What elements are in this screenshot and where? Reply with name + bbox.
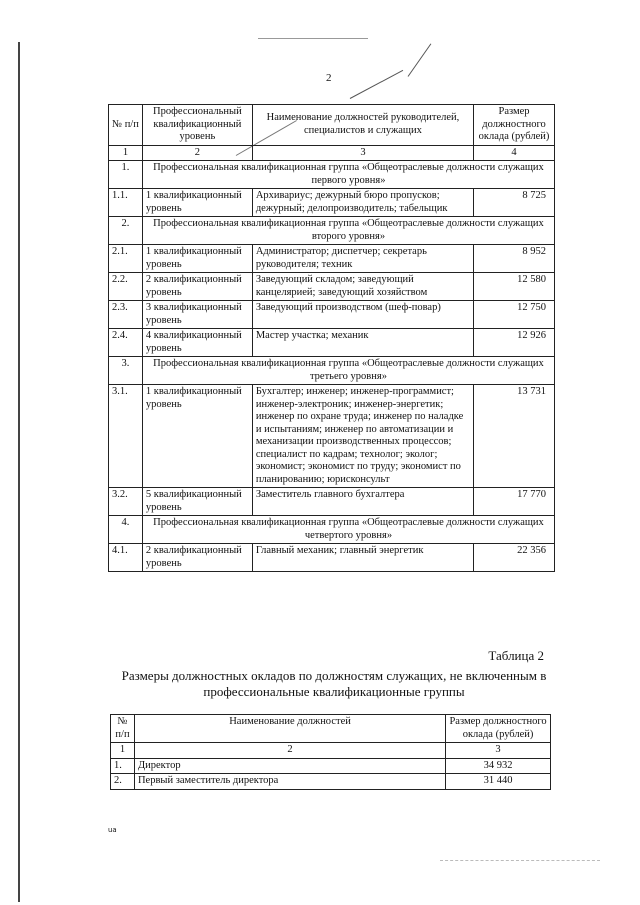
index-cell: 1: [111, 743, 135, 759]
group-num: 2.: [109, 217, 143, 245]
row-level: 1 квалификационный уровень: [142, 189, 252, 217]
row-num: 2.3.: [109, 301, 143, 329]
row-salary: 8 725: [474, 189, 555, 217]
row-positions: Главный механик; главный энергетик: [252, 544, 473, 572]
group-title: Профессиональная квалификационная группа «Общеотраслевые должности служащих четвертого уровня»: [142, 516, 554, 544]
group-row: [109, 516, 555, 544]
table-row: [109, 245, 555, 273]
row-salary: 8 952: [474, 245, 555, 273]
table-row: [111, 758, 551, 774]
group-num: 1.: [109, 161, 143, 189]
table-header-row: [109, 105, 555, 146]
table-row: [111, 774, 551, 790]
table-row: [109, 488, 555, 516]
pen-stroke: [350, 70, 403, 99]
group-title: Профессиональная квалификационная группа «Общеотраслевые должности служащих третьего уровня»: [142, 357, 554, 385]
row-salary: 34 932: [446, 758, 551, 774]
index-cell: 3: [252, 145, 473, 161]
table-row: [109, 385, 555, 488]
row-num: 3.2.: [109, 488, 143, 516]
row-salary: 17 770: [474, 488, 555, 516]
scan-artifact-line: [440, 860, 600, 861]
table-header-row: [111, 715, 551, 743]
row-salary: 22 356: [474, 544, 555, 572]
row-level: 2 квалификационный уровень: [142, 544, 252, 572]
row-position: Первый заместитель директора: [134, 774, 445, 790]
header-positions: Наименование должностей руководителей, специалистов и служащих: [252, 105, 473, 146]
header-level: Профессиональный квалификационный уровень: [142, 105, 252, 146]
row-salary: 13 731: [474, 385, 555, 488]
table-row: [109, 329, 555, 357]
row-positions: Заведующий складом; заведующий канцелярией; заведующий хозяйством: [252, 273, 473, 301]
row-num: 1.: [111, 758, 135, 774]
row-positions: Администратор; диспетчер; секретарь руководителя; техник: [252, 245, 473, 273]
index-cell: 1: [109, 145, 143, 161]
group-row: [109, 217, 555, 245]
table-row: [109, 273, 555, 301]
row-positions: Заведующий производством (шеф-повар): [252, 301, 473, 329]
table-row: [109, 544, 555, 572]
index-cell: 2: [142, 145, 252, 161]
scan-edge-line: [18, 42, 20, 902]
row-positions: Мастер участка; механик: [252, 329, 473, 357]
header-position: Наименование должностей: [134, 715, 445, 743]
row-salary: 12 580: [474, 273, 555, 301]
index-cell: 2: [134, 743, 445, 759]
group-num: 4.: [109, 516, 143, 544]
header-num: № п/п: [109, 105, 143, 146]
index-row: [111, 743, 551, 759]
pen-stroke: [408, 43, 432, 76]
row-positions: Бухгалтер; инженер; инженер-программист; инженер-электроник; инженер-энергетик; инженер по охране труда; инженер по наладке и испытаниям; инженер по автоматизации и механизации производственных процессов; специалист по кадрам; технолог; эколог; экономист; экономист по труду; экономист по планированию; юрисконсульт: [252, 385, 473, 488]
row-level: 5 квалификационный уровень: [142, 488, 252, 516]
footer-mark: ua: [108, 826, 117, 834]
index-cell: 4: [474, 145, 555, 161]
index-cell: 3: [446, 743, 551, 759]
header-salary: Размер должностного оклада (рублей): [474, 105, 555, 146]
page-number: 2: [326, 72, 332, 84]
row-salary: 31 440: [446, 774, 551, 790]
row-level: 2 квалификационный уровень: [142, 273, 252, 301]
row-position: Директор: [134, 758, 445, 774]
row-num: 3.1.: [109, 385, 143, 488]
group-row: [109, 357, 555, 385]
row-positions: Архивариус; дежурный бюро пропусков; дежурный; делопроизводитель; табельщик: [252, 189, 473, 217]
row-positions: Заместитель главного бухгалтера: [252, 488, 473, 516]
row-salary: 12 750: [474, 301, 555, 329]
row-level: 1 квалификационный уровень: [142, 245, 252, 273]
group-row: [109, 161, 555, 189]
row-level: 4 квалификационный уровень: [142, 329, 252, 357]
row-num: 2.4.: [109, 329, 143, 357]
row-num: 4.1.: [109, 544, 143, 572]
group-num: 3.: [109, 357, 143, 385]
table-row: [109, 189, 555, 217]
row-num: 1.1.: [109, 189, 143, 217]
row-num: 2.1.: [109, 245, 143, 273]
salary-table-2: [110, 714, 551, 790]
salary-table-1: [108, 104, 555, 572]
row-num: 2.2.: [109, 273, 143, 301]
row-level: 3 квалификационный уровень: [142, 301, 252, 329]
row-num: 2.: [111, 774, 135, 790]
index-row: [109, 145, 555, 161]
table-row: [109, 301, 555, 329]
header-num: № п/п: [111, 715, 135, 743]
pen-stroke: [258, 38, 368, 39]
row-salary: 12 926: [474, 329, 555, 357]
table-2-title: Размеры должностных окладов по должностям служащих, не включенным в профессиональные квалификационные группы: [121, 668, 547, 699]
header-salary: Размер должностного оклада (рублей): [446, 715, 551, 743]
group-title: Профессиональная квалификационная группа «Общеотраслевые должности служащих второго уровня»: [142, 217, 554, 245]
group-title: Профессиональная квалификационная группа «Общеотраслевые должности служащих первого уровня»: [142, 161, 554, 189]
table-2-caption: Таблица 2: [488, 648, 544, 663]
row-level: 1 квалификационный уровень: [142, 385, 252, 488]
